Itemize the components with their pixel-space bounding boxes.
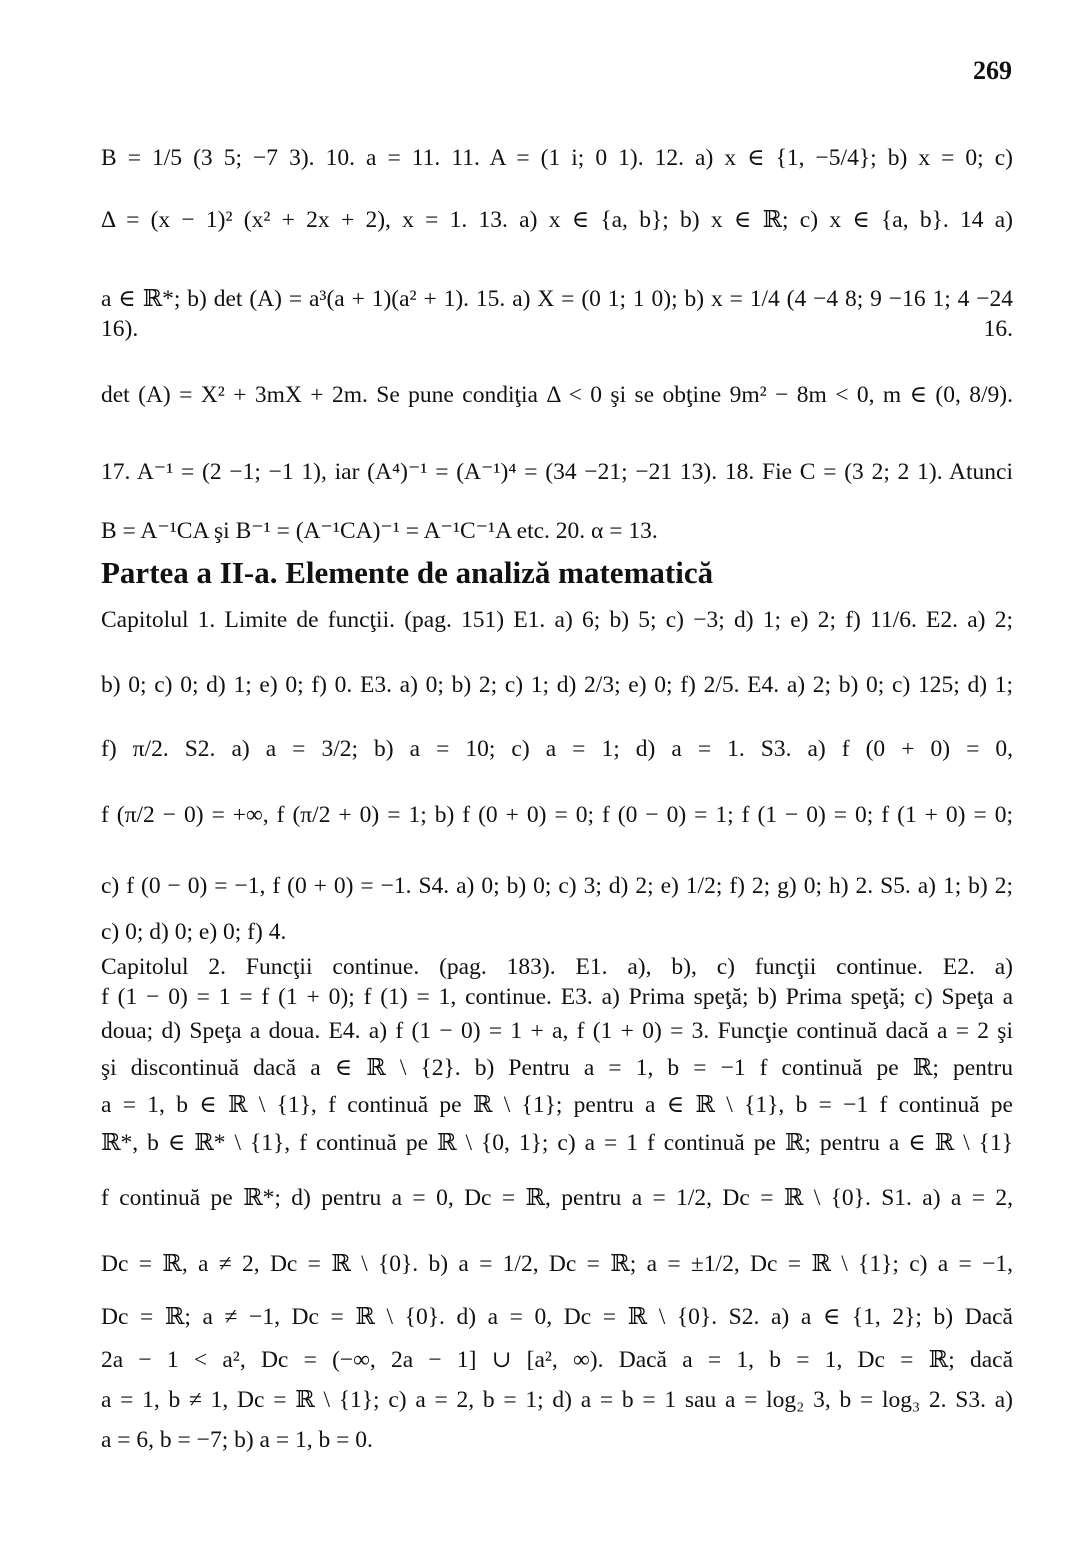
text-line: Dc = ℝ; a ≠ −1, Dc = ℝ \ {0}. d) a = 0, Dc = ℝ \ {0}. S2. a) a ∈ {1, 2}; b) Dacă xyxy=(101,1304,1013,1330)
text-line: a ∈ ℝ*; b) det (A) = a³(a + 1)(a² + 1). 15. a) X = (0 1; 1 0); b) x = 1/4 (4 −4 8; 9 −16 1; 4 −24 16). 16. xyxy=(101,286,1013,342)
text-line: 17. A⁻¹ = (2 −1; −1 1), iar (A⁴)⁻¹ = (A⁻¹)⁴ = (34 −21; −21 13). 18. Fie C = (3 2; 2 1). Atunci xyxy=(101,459,1013,485)
text-line: a = 1, b ∈ ℝ \ {1}, f continuă pe ℝ \ {1}; pentru a ∈ ℝ \ {1}, b = −1 f continuă pe xyxy=(101,1092,1013,1118)
text-line: şi discontinuă dacă a ∈ ℝ \ {2}. b) Pentru a = 1, b = −1 f continuă pe ℝ; pentru xyxy=(101,1055,1013,1081)
text-line: f continuă pe ℝ*; d) pentru a = 0, Dc = ℝ, pentru a = 1/2, Dc = ℝ \ {0}. S1. a) a = 2, xyxy=(101,1185,1013,1211)
text-line: f) π/2. S2. a) a = 3/2; b) a = 10; c) a = 1; d) a = 1. S3. a) f (0 + 0) = 0, xyxy=(101,736,1013,762)
text-line: f (π/2 − 0) = +∞, f (π/2 + 0) = 1; b) f (0 + 0) = 0; f (0 − 0) = 1; f (1 − 0) = 0; f (1 + 0) = 0; xyxy=(101,802,1013,828)
text-line: Dc = ℝ, a ≠ 2, Dc = ℝ \ {0}. b) a = 1/2, Dc = ℝ; a = ±1/2, Dc = ℝ \ {1}; c) a = −1, xyxy=(101,1251,1013,1277)
text-line: B = A⁻¹CA şi B⁻¹ = (A⁻¹CA)⁻¹ = A⁻¹C⁻¹A etc. 20. α = 13. xyxy=(101,518,658,544)
text-line: c) f (0 − 0) = −1, f (0 + 0) = −1. S4. a) 0; b) 0; c) 3; d) 2; e) 1/2; f) 2; g) 0; h) 2. S5. a) 1; b) 2; xyxy=(101,873,1013,899)
text-line: c) 0; d) 0; e) 0; f) 4. xyxy=(101,919,287,945)
text-line: Δ = (x − 1)² (x² + 2x + 2), x = 1. 13. a) x ∈ {a, b}; b) x ∈ ℝ; c) x ∈ {a, b}. 14 a) xyxy=(101,207,1013,233)
text-line: Capitolul 2. Funcţii continue. (pag. 183). E1. a), b), c) funcţii continue. E2. a) xyxy=(101,954,1013,980)
text-line: ℝ*, b ∈ ℝ* \ {1}, f continuă pe ℝ \ {0, 1}; c) a = 1 f continuă pe ℝ; pentru a ∈ ℝ \ {1} xyxy=(101,1130,1013,1156)
text-line: a = 6, b = −7; b) a = 1, b = 0. xyxy=(101,1427,373,1453)
text-line: 2a − 1 < a², Dc = (−∞, 2a − 1] ∪ [a², ∞). Dacă a = 1, b = 1, Dc = ℝ; dacă xyxy=(101,1347,1013,1373)
page-number: 269 xyxy=(973,56,1012,85)
text-line: b) 0; c) 0; d) 1; e) 0; f) 0. E3. a) 0; b) 2; c) 1; d) 2/3; e) 0; f) 2/5. E4. a) 2; b) 0; c) 125; d) 1; xyxy=(101,672,1013,698)
text-line: det (A) = X² + 3mX + 2m. Se pune condiţia Δ < 0 şi se obţine 9m² − 8m < 0, m ∈ (0, 8/9). xyxy=(101,382,1013,408)
section-title: Partea a II-a. Elemente de analiză matematică xyxy=(101,555,714,590)
text-line: f (1 − 0) = 1 = f (1 + 0); f (1) = 1, continue. E3. a) Prima speţă; b) Prima speţă; c) Speţa a xyxy=(101,984,1013,1010)
text-line: doua; d) Speţa a doua. E4. a) f (1 − 0) = 1 + a, f (1 + 0) = 3. Funcţie continuă dacă a = 2 şi xyxy=(101,1018,1013,1044)
text-line: a = 1, b ≠ 1, Dc = ℝ \ {1}; c) a = 2, b = 1; d) a = b = 1 sau a = log₂ 3, b = log₃ 2. S3. a) xyxy=(101,1387,1013,1413)
text-line: B = 1/5 (3 5; −7 3). 10. a = 11. 11. A = (1 i; 0 1). 12. a) x ∈ {1, −5/4}; b) x = 0; c) xyxy=(101,145,1013,171)
text-line: Capitolul 1. Limite de funcţii. (pag. 151) E1. a) 6; b) 5; c) −3; d) 1; e) 2; f) 11/6. E2. a) 2; xyxy=(101,607,1013,633)
